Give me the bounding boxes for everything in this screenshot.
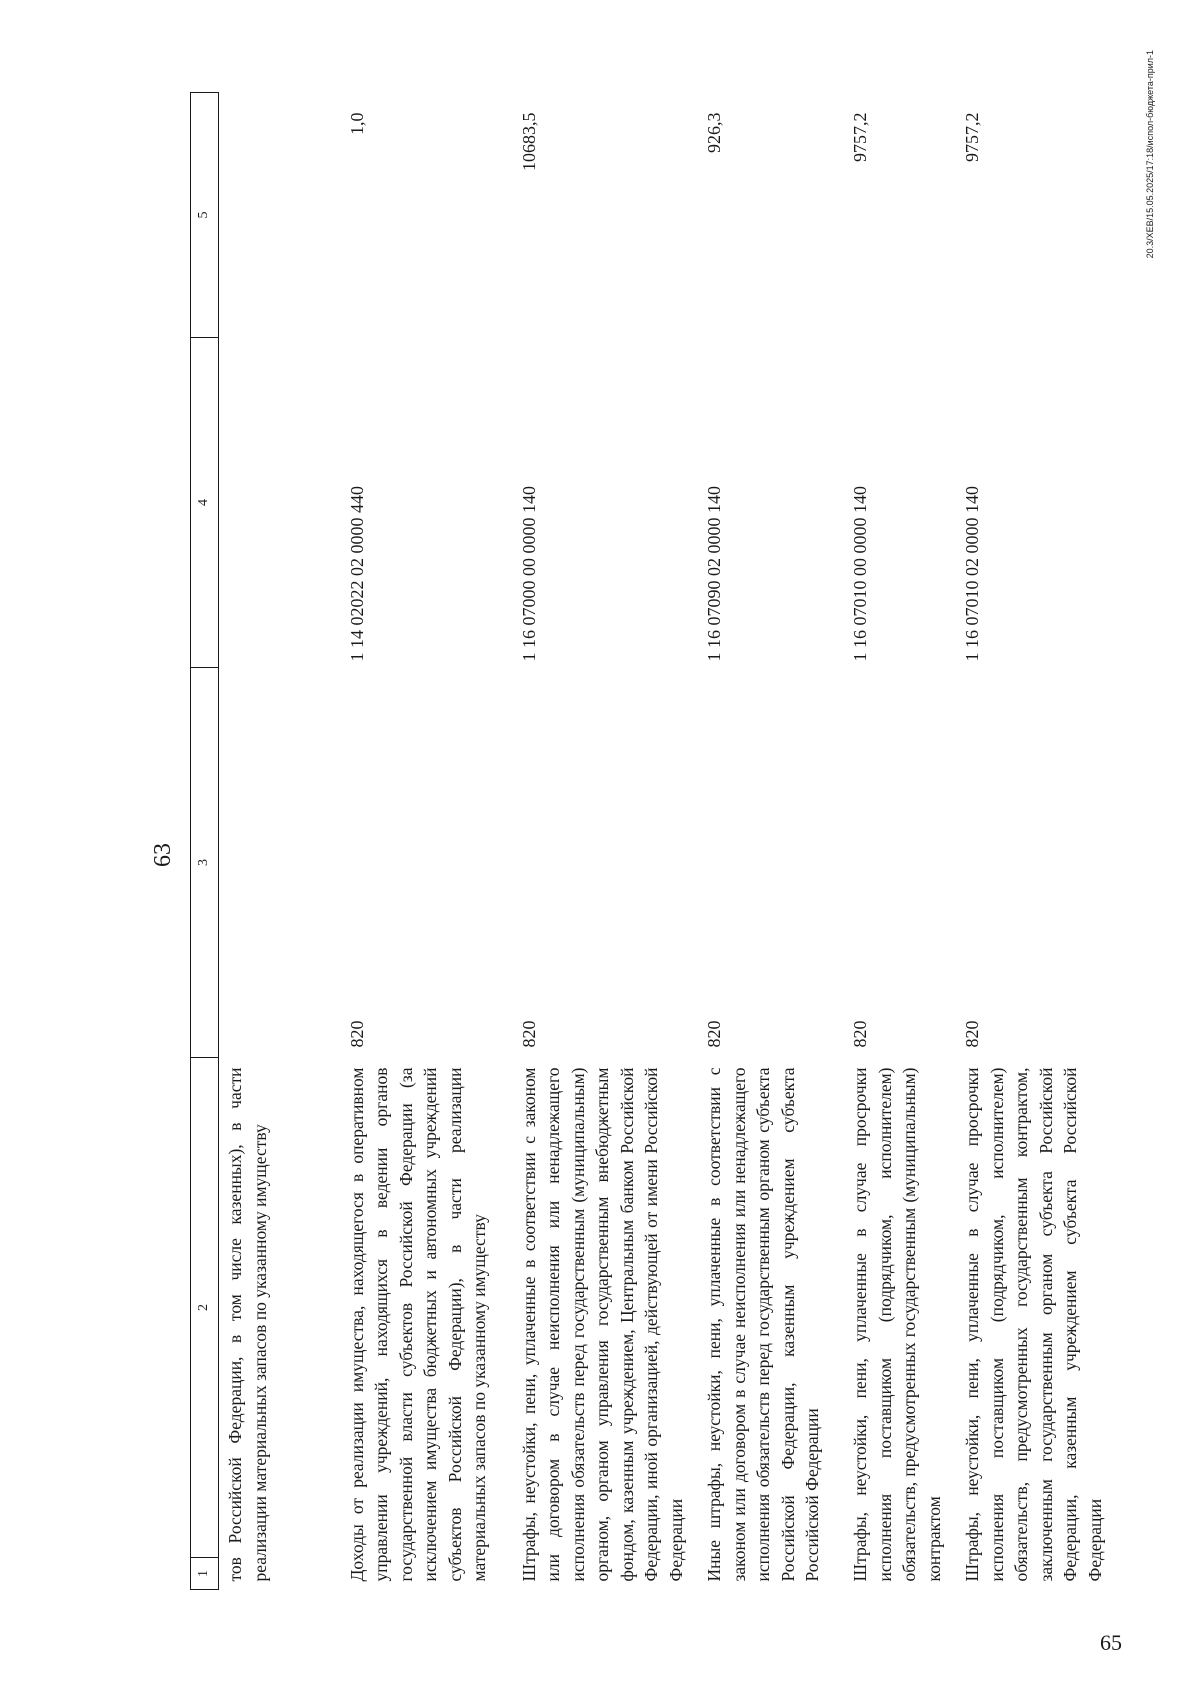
row-description: Доходы от реализации имущества, находящегося в оперативном управлении учреждений, находящихся в ведении органов государственной власти субъектов Российской Федерации (за исключением имущества бюджетных и автономных учреждений субъектов Российской Федерации), в части реализации материальных запасов по указанному имуществу: [346, 1067, 489, 1582]
page-number: 65: [1100, 1630, 1122, 1655]
row-amount: 926,3: [704, 112, 724, 153]
row-admin-code: 820: [346, 1020, 367, 1048]
row-admin-code: [219, 668, 331, 1058]
column-header: 1: [191, 1558, 219, 1590]
column-header: 2: [191, 1058, 219, 1558]
revenue-table: [190, 92, 1107, 1590]
file-stamp-text: 20.3/ХЕВ/15.05.2025/17:18/испол-бюджета-прил-1: [1145, 50, 1155, 259]
table-row: [219, 93, 331, 1590]
row-amount: 1,0: [346, 112, 367, 135]
row-kbk: 1 16 07010 02 0000 140: [962, 486, 982, 662]
table-row: [834, 93, 946, 1590]
row-admin-code: 820: [962, 1020, 982, 1048]
row-amount: 10683,5: [518, 112, 539, 171]
row-description: Штрафы, неустойки, пени, уплаченные в случае просрочки исполнения поставщиком (подрядчиком, исполнителем) обязательств, предусмотренных государственным контрактом, заключенным государственным органом субъекта Российской Федерации, казенным учреждением субъекта Российской Федерации: [962, 1067, 1105, 1582]
table-row: [946, 93, 1107, 1590]
table-row: [503, 93, 689, 1590]
row-kbk: 1 14 02022 02 0000 440: [346, 486, 367, 662]
row-description: Штрафы, неустойки, пени, уплаченные в соответствии с законом или договором в случае неисполнения или ненадлежащего исполнения обязательств перед государственным (муниципальным) органом, органом управления государственным внебюджетным фондом, казенным учреждением, Центральным банком Российской Федерации, иной организацией, действующей от имени Российской Федерации: [518, 1067, 686, 1582]
row-kbk: 1 16 07000 00 0000 140: [518, 486, 539, 662]
table-row: [688, 93, 834, 1590]
table-row: [331, 93, 503, 1590]
column-header: 3: [191, 668, 219, 1058]
row-description: Иные штрафы, неустойки, пени, уплаченные в соответствии с законом или договором в случае неисполнения или ненадлежащего исполнения обязательств перед государственным органом субъекта Российской Федерации, казенным учреждением субъекта Российской Федерации: [704, 1067, 822, 1582]
rotated-sheet: [150, 93, 1200, 1590]
row-amount: [219, 93, 331, 338]
row-amount: 9757,2: [962, 112, 982, 162]
row-description: тов Российской Федерации, в том числе казенных), в части реализации материальных запасов по указанному имуществу: [225, 1067, 270, 1582]
row-admin-code: 820: [850, 1020, 870, 1048]
row-description: Штрафы, неустойки, пени, уплаченные в случае просрочки исполнения поставщиком (подрядчиком, исполнителем) обязательств, предусмотренных государственным (муниципальным) контрактом: [850, 1067, 944, 1582]
row-kbk: [219, 338, 331, 668]
row-admin-code: 820: [704, 1020, 724, 1048]
row-kbk: 1 16 07010 00 0000 140: [850, 486, 870, 662]
row-admin-code: 820: [518, 1020, 539, 1048]
row-amount: 9757,2: [850, 112, 870, 162]
column-header-row: [191, 93, 219, 1590]
sheet-number: 63: [150, 843, 176, 867]
column-header: 5: [191, 93, 219, 338]
row-kbk: 1 16 07090 02 0000 140: [704, 486, 724, 662]
column-header: 4: [191, 338, 219, 668]
